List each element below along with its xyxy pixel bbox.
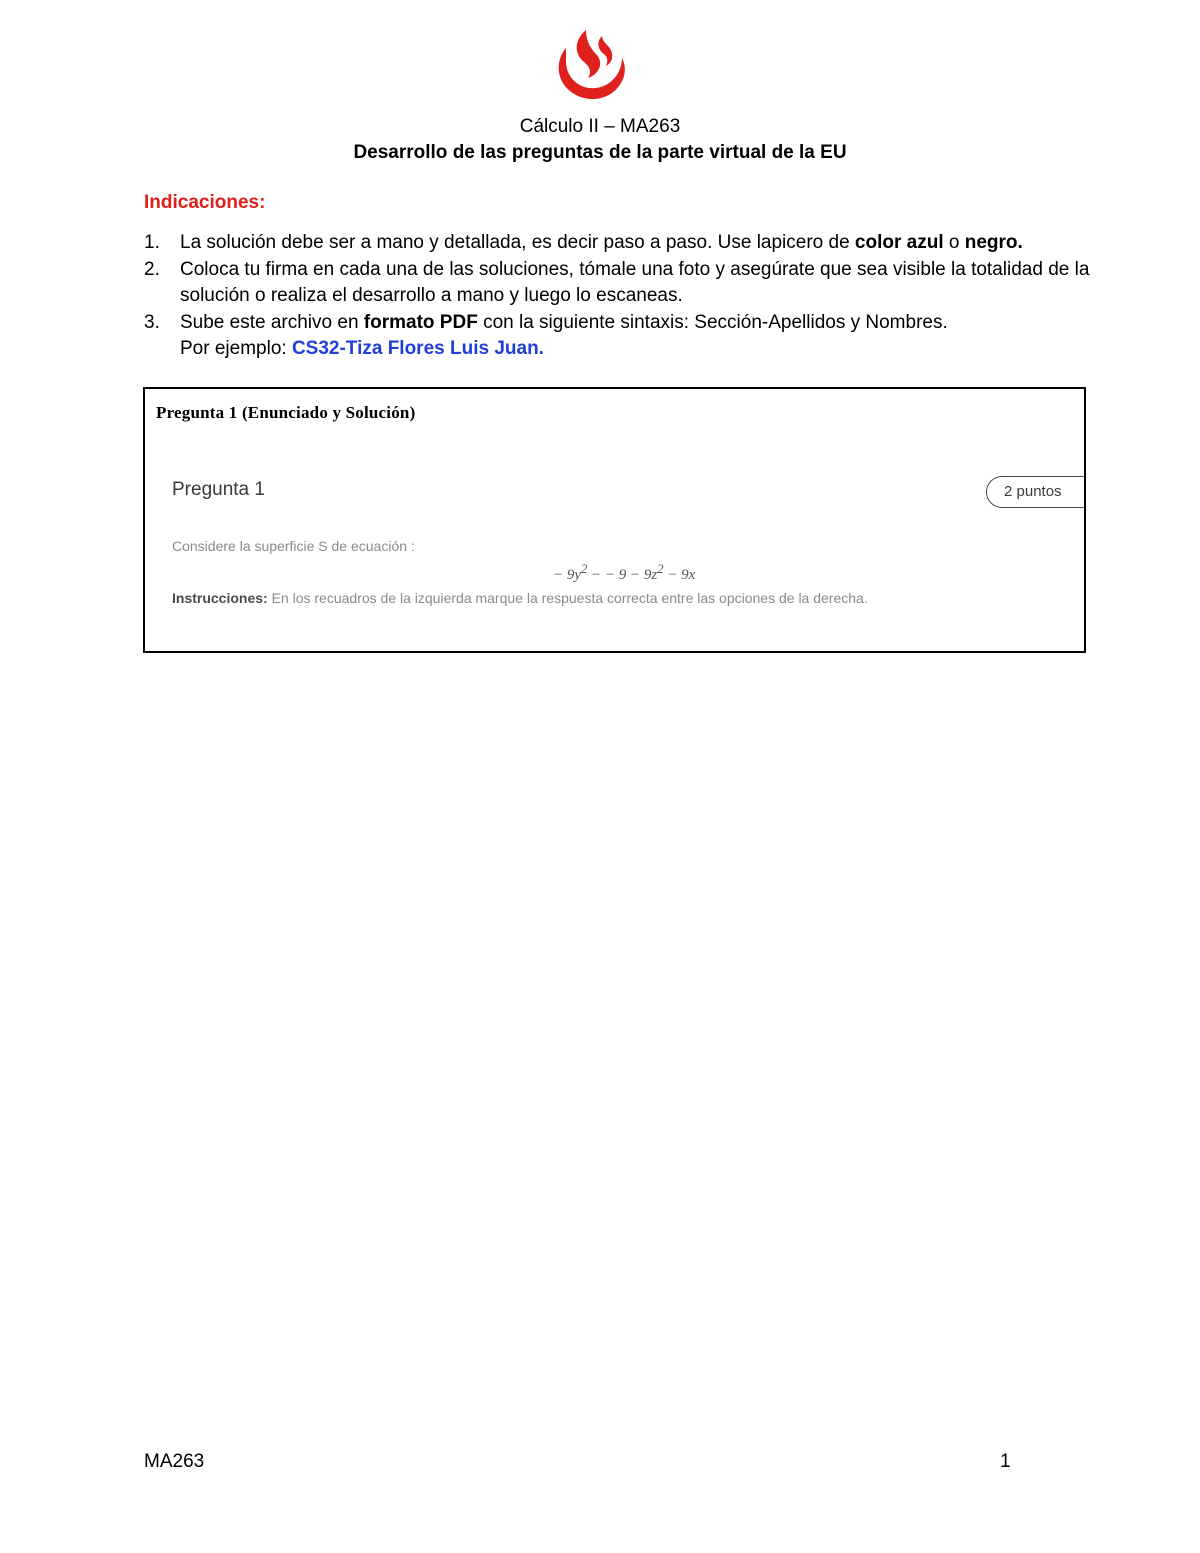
item-bold-text: color azul	[854, 232, 944, 253]
instructions-label: Instrucciones:	[172, 590, 268, 606]
instructions-text: En los recuadros de la izquierda marque la respuesta correcta entre las opciones de la derecha.	[267, 590, 868, 606]
footer-page-number: 1	[1000, 1451, 1011, 1472]
equation-part: − 9x	[663, 567, 696, 583]
indications-heading: Indicaciones:	[144, 192, 266, 213]
question-equation	[553, 562, 695, 584]
equation-part: − − 9 − 9z	[587, 567, 658, 583]
list-number: 2.	[144, 258, 160, 280]
equation-part: − 9y	[553, 567, 582, 583]
item-text: La solución debe ser a mano y detallada, es decir paso a paso. Use lapicero de	[180, 232, 855, 253]
list-item	[144, 310, 1094, 363]
item-text: o	[943, 232, 965, 253]
list-item	[144, 257, 1094, 310]
question-prompt: Considere la superficie S de ecuación :	[172, 538, 415, 554]
footer-course-code: MA263	[144, 1451, 205, 1472]
question-box	[143, 387, 1086, 653]
upc-flame-logo-icon	[552, 26, 628, 102]
item-bold-text: negro.	[964, 232, 1023, 253]
equation-exponent: 2	[581, 562, 588, 576]
question-instructions	[172, 590, 868, 606]
course-title: Cálculo II – MA263	[519, 116, 681, 137]
embedded-question-screenshot	[145, 389, 1084, 651]
equation-exponent: 2	[657, 562, 664, 576]
example-value: CS32-Tiza Flores Luis Juan.	[291, 338, 544, 359]
question-title: Pregunta 1	[172, 479, 265, 500]
item-text: Sube este archivo en	[180, 311, 364, 333]
document-title: Desarrollo de las preguntas de la parte virtual de la EU	[353, 142, 847, 163]
question-box-heading: Pregunta 1 (Enunciado y Solución)	[156, 403, 416, 422]
list-number: 3.	[144, 311, 160, 333]
list-number: 1.	[144, 232, 160, 253]
item-bold-text: formato PDF	[363, 311, 478, 333]
example-label: Por ejemplo:	[180, 338, 292, 359]
list-item	[144, 230, 1094, 257]
item-text: con la siguiente sintaxis: Sección-Apellidos y Nombres.	[477, 311, 948, 333]
points-badge: 2 puntos	[986, 476, 1084, 508]
item-text: Coloca tu firma en cada una de las soluciones, tómale una foto y asegúrate que sea visible la totalidad de la solución o realiza el desarrollo a mano y luego lo escaneas.	[180, 258, 1090, 306]
instructions-list	[144, 230, 1094, 363]
